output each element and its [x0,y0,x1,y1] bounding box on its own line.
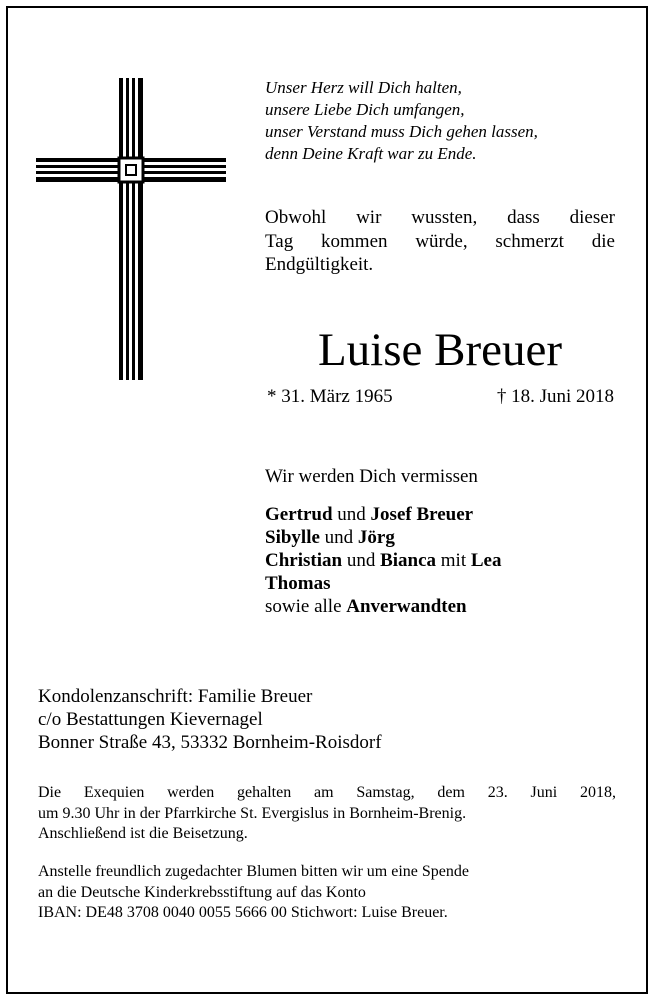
donation-line: Anstelle freundlich zugedachter Blumen bitten wir um eine Spende [38,863,469,880]
closing-line: Wir werden Dich vermissen [265,466,478,487]
mourner-name: Jörg [357,527,395,548]
mourner-name: Sibylle [265,527,320,548]
conjunction: und [332,504,371,525]
mourner-line [265,503,501,526]
poem-line: unsere Liebe Dich umfangen, [265,100,465,119]
donation-line: an die Deutsche Kinderkrebsstiftung auf das Konto [38,883,366,901]
birth-date: * 31. März 1965 [267,386,393,407]
mourner-name: Josef Breuer [370,504,474,525]
deceased-name: Luise Breuer [317,324,563,376]
address-line: Kondolenzanschrift: Familie Breuer [38,686,313,707]
poem-line: Unser Herz will Dich halten, [265,78,462,97]
mourner-name: Christian [265,550,343,571]
conjunction: mit [436,550,471,571]
service-line: Anschließend ist die Beisetzung. [38,825,248,842]
conjunction: und [342,550,381,571]
mourner-line [265,572,501,595]
poem-line: denn Deine Kraft war zu Ende. [265,144,477,163]
intro-text [265,206,615,277]
conjunction: und [319,527,358,548]
service-line: um 9.30 Uhr in der Pfarrkirche St. Evergislus in Bornheim-Brenig. [38,804,467,822]
mourners-list [265,503,501,618]
mourner-name: Bianca [380,550,437,571]
mourner-name: Thomas [265,573,331,594]
cross-icon [36,78,226,380]
intro-line: Endgültigkeit. [265,254,374,275]
mourner-name: Lea [470,550,502,571]
mourner-name: Anverwandten [346,596,467,617]
poem-line: unser Verstand muss Dich gehen lassen, [265,122,538,141]
intro-line: Tag kommen würde, schmerzt die [265,230,615,252]
donation-line: IBAN: DE48 3708 0040 0055 5666 00 Stichwort: Luise Breuer. [38,904,448,921]
service-line: Die Exequien werden gehalten am Samstag, dem 23. Juni 2018, [38,784,616,801]
poem [265,77,635,165]
mourner-line [265,595,501,618]
mourner-prefix: sowie alle [265,596,347,617]
address-line: Bonner Straße 43, 53332 Bornheim-Roisdorf [38,732,382,753]
mourner-line [265,549,501,572]
death-date: † 18. Juni 2018 [496,386,614,407]
intro-line: Obwohl wir wussten, dass dieser [265,207,615,228]
donation-info [38,862,616,924]
condolence-address [38,685,382,754]
mourner-name: Gertrud [265,504,333,525]
address-line: c/o Bestattungen Kievernagel [38,709,263,730]
mourner-line [265,526,501,549]
funeral-service-info [38,783,616,845]
